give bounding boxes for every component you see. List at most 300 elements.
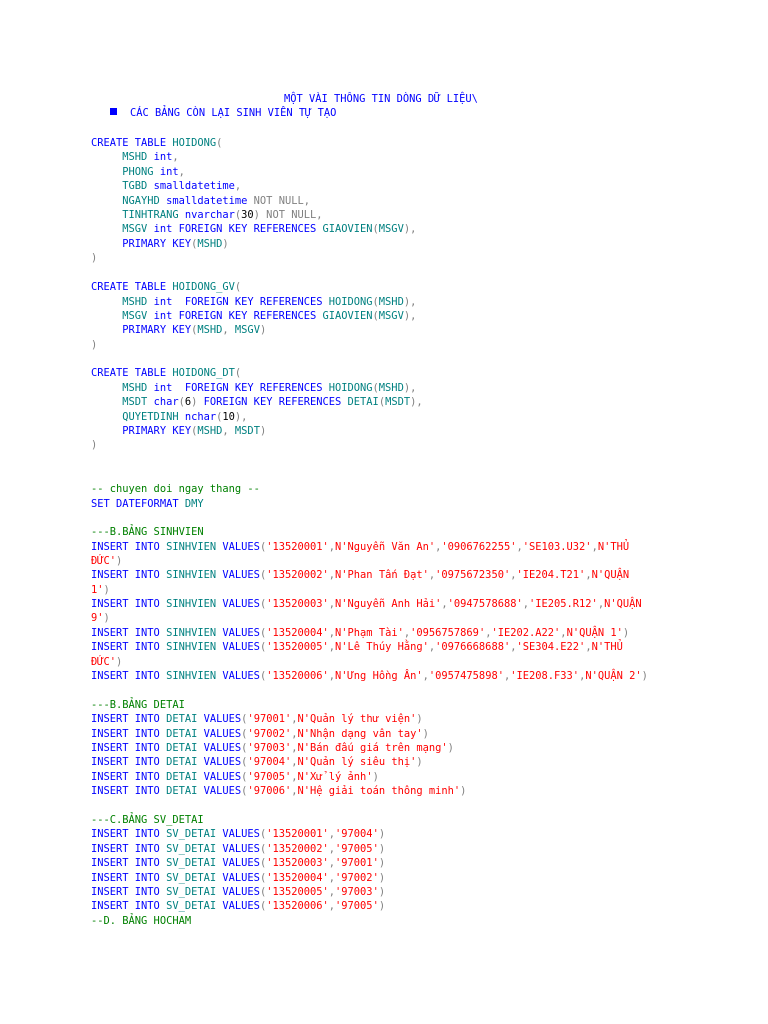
- code-token: N'QUẬN: [591, 569, 630, 581]
- code-line: [91, 626, 629, 640]
- bullet-text: CÁC BẢNG CÒN LẠI SINH VIÊN TỰ TẠO: [130, 107, 337, 119]
- code-token: (: [241, 713, 248, 725]
- code-token: VALUES: [203, 713, 242, 725]
- code-token: ): [103, 584, 110, 596]
- code-token: SV_DETAI: [166, 828, 223, 840]
- code-token: ): [622, 627, 630, 639]
- code-line: [91, 136, 222, 150]
- code-token: SINHVIEN: [166, 598, 223, 610]
- code-token: '97005': [335, 900, 379, 912]
- code-token: (: [372, 223, 379, 235]
- code-token: MSHD: [122, 296, 154, 308]
- code-line: [91, 741, 454, 755]
- code-token: [91, 151, 122, 163]
- code-token: ---C.BẢNG SV_DETAI: [91, 814, 204, 826]
- code-token: smalldatetime: [166, 195, 254, 207]
- code-token: N'Quản lý thư viện': [297, 713, 417, 725]
- code-token: HOIDONG: [328, 382, 373, 394]
- code-token: N'QUẬN 1': [566, 627, 623, 639]
- code-token: '0976668688': [435, 641, 511, 653]
- code-token: ) NOT NULL,: [253, 209, 323, 221]
- code-token: ,: [328, 872, 336, 884]
- code-token: ): [378, 828, 386, 840]
- code-token: '0906762255': [441, 541, 517, 553]
- code-token: ,: [485, 627, 492, 639]
- code-token: '13520006': [266, 900, 329, 912]
- code-line: [91, 424, 266, 438]
- code-token: VALUES: [222, 670, 260, 682]
- code-token: (: [259, 843, 267, 855]
- code-token: NOT NULL,: [253, 195, 310, 207]
- code-line: [91, 885, 385, 899]
- code-token: VALUES: [203, 728, 242, 740]
- code-token: ): [259, 324, 267, 336]
- code-token: GIAOVIEN: [322, 310, 373, 322]
- code-token: int: [153, 223, 179, 235]
- code-token: VALUES: [222, 569, 260, 581]
- code-token: ,: [222, 324, 235, 336]
- code-token: ): [447, 742, 454, 754]
- code-line: [91, 554, 122, 568]
- code-token: (: [178, 396, 185, 408]
- code-token: '13520003': [266, 857, 329, 869]
- code-token: (: [259, 598, 267, 610]
- code-token: ---B.BẢNG SINHVIEN: [91, 526, 204, 538]
- code-token: ,: [422, 670, 429, 682]
- code-token: SV_DETAI: [166, 886, 223, 898]
- code-token: (: [241, 756, 248, 768]
- code-token: N'Phạm Tài': [335, 627, 404, 639]
- code-token: VALUES: [222, 872, 260, 884]
- code-token: CREATE TABLE: [91, 367, 173, 379]
- code-token: (: [378, 396, 386, 408]
- code-token: ,: [516, 541, 523, 553]
- code-token: ,: [328, 569, 336, 581]
- code-token: '97004': [247, 756, 292, 768]
- code-token: 1': [91, 584, 104, 596]
- code-token: MSGV: [234, 324, 260, 336]
- code-token: GIAOVIEN: [322, 223, 373, 235]
- code-token: INSERT INTO: [91, 641, 167, 653]
- code-token: MSGV: [378, 223, 404, 235]
- code-token: VALUES: [222, 541, 260, 553]
- code-token: ): [222, 238, 229, 250]
- code-line: [91, 899, 385, 913]
- code-token: ,: [328, 843, 336, 855]
- code-token: ),: [403, 296, 417, 308]
- code-token: (: [191, 238, 198, 250]
- code-token: N'THỦ: [597, 541, 630, 553]
- code-token: INSERT INTO: [91, 670, 167, 682]
- code-token: INSERT INTO: [91, 598, 167, 610]
- code-token: ,: [328, 670, 336, 682]
- code-token: '13520001': [266, 828, 329, 840]
- code-token: INSERT INTO: [91, 569, 167, 581]
- code-token: ): [416, 756, 423, 768]
- code-token: (: [234, 281, 242, 293]
- code-token: '0947578688': [447, 598, 523, 610]
- code-token: TGBD: [122, 180, 154, 192]
- code-token: '13520006': [266, 670, 329, 682]
- code-line: [91, 525, 204, 539]
- code-token: MSDT: [122, 396, 154, 408]
- code-token: (: [372, 382, 379, 394]
- code-token: ): [116, 555, 123, 567]
- code-token: '97003': [335, 886, 379, 898]
- code-token: ): [116, 656, 123, 668]
- code-token: '97004': [335, 828, 379, 840]
- code-token: ,: [597, 598, 605, 610]
- code-token: '97003': [247, 742, 292, 754]
- code-token: ),: [403, 382, 417, 394]
- code-token: ): [91, 252, 98, 264]
- code-token: (: [259, 670, 267, 682]
- code-token: VALUES: [203, 785, 242, 797]
- code-token: DETAI: [166, 756, 204, 768]
- code-token: MSHD: [197, 238, 223, 250]
- code-token: CREATE TABLE: [91, 281, 173, 293]
- code-token: HOIDONG_DT: [172, 367, 235, 379]
- code-line: [91, 381, 416, 395]
- code-token: '0975672350': [435, 569, 511, 581]
- code-token: (: [234, 367, 242, 379]
- code-token: MSHD: [197, 324, 223, 336]
- code-token: [91, 425, 122, 437]
- code-token: VALUES: [222, 857, 260, 869]
- code-token: ): [91, 339, 98, 351]
- code-token: [91, 396, 122, 408]
- code-token: MSHD: [122, 382, 154, 394]
- code-token: N'Quản lý siêu thị': [297, 756, 417, 768]
- code-token: DMY: [184, 498, 204, 510]
- code-token: PRIMARY KEY: [122, 238, 192, 250]
- code-line: [91, 655, 122, 669]
- code-token: ,: [585, 569, 592, 581]
- code-token: SINHVIEN: [166, 541, 223, 553]
- code-token: (: [259, 641, 267, 653]
- code-token: VALUES: [222, 886, 260, 898]
- code-token: N'Bán đấu giá trên mạng': [297, 742, 448, 754]
- code-token: ,: [510, 641, 517, 653]
- code-token: int: [153, 382, 185, 394]
- code-line: [91, 871, 385, 885]
- code-line: [91, 438, 97, 452]
- code-line: [91, 640, 623, 654]
- code-token: (: [234, 209, 242, 221]
- code-token: int: [153, 310, 179, 322]
- code-line: [91, 222, 416, 236]
- code-token: SINHVIEN: [166, 569, 223, 581]
- code-token: ): [191, 396, 204, 408]
- code-token: ): [91, 439, 98, 451]
- code-token: SET DATEFORMAT: [91, 498, 185, 510]
- code-token: SV_DETAI: [166, 872, 223, 884]
- code-token: ,: [291, 713, 298, 725]
- code-token: [91, 411, 122, 423]
- code-token: NGAYHD: [122, 195, 167, 207]
- code-token: INSERT INTO: [91, 857, 167, 869]
- code-token: N'Hệ giải toán thông minh': [297, 785, 461, 797]
- code-line: [91, 698, 185, 712]
- code-token: (: [259, 627, 267, 639]
- code-token: VALUES: [203, 771, 242, 783]
- code-line: [91, 366, 241, 380]
- code-line: [91, 165, 185, 179]
- code-token: '97002': [247, 728, 292, 740]
- code-token: SV_DETAI: [166, 857, 223, 869]
- code-token: (: [241, 771, 248, 783]
- code-token: INSERT INTO: [91, 713, 167, 725]
- code-token: (: [191, 324, 198, 336]
- code-token: VALUES: [203, 756, 242, 768]
- code-token: VALUES: [222, 843, 260, 855]
- code-token: '13520005': [266, 886, 329, 898]
- code-token: '97005': [335, 843, 379, 855]
- code-line: [91, 179, 241, 193]
- code-token: nvarchar: [184, 209, 235, 221]
- code-token: 9': [91, 612, 104, 624]
- code-token: MSGV: [378, 310, 404, 322]
- code-token: 'IE204.T21': [516, 569, 586, 581]
- code-token: INSERT INTO: [91, 872, 167, 884]
- code-line: [91, 309, 416, 323]
- code-token: TINHTRANG: [122, 209, 185, 221]
- code-token: [91, 296, 122, 308]
- code-line: [91, 395, 423, 409]
- code-token: MSDT: [385, 396, 411, 408]
- code-token: '97002': [335, 872, 379, 884]
- code-token: ,: [234, 180, 242, 192]
- square-bullet-icon: [110, 108, 117, 115]
- code-token: QUYETDINH: [122, 411, 185, 423]
- code-token: N'Phan Tấn Đạt': [335, 569, 429, 581]
- code-line: [91, 150, 179, 164]
- code-token: '13520002': [266, 569, 329, 581]
- code-token: [91, 223, 122, 235]
- code-token: MSHD: [197, 425, 223, 437]
- code-token: [91, 324, 122, 336]
- code-token: (: [259, 872, 267, 884]
- code-line: [91, 568, 629, 582]
- code-token: (: [216, 411, 223, 423]
- code-token: '97001': [247, 713, 292, 725]
- code-token: INSERT INTO: [91, 828, 167, 840]
- code-token: ): [641, 670, 648, 682]
- code-line: [91, 482, 260, 496]
- code-token: INSERT INTO: [91, 756, 167, 768]
- code-token: SV_DETAI: [166, 843, 223, 855]
- code-token: ): [103, 612, 110, 624]
- code-line: [91, 497, 204, 511]
- code-line: [91, 194, 310, 208]
- code-token: ): [378, 857, 386, 869]
- code-token: ,: [403, 627, 411, 639]
- code-token: ,: [510, 569, 517, 581]
- code-token: int: [153, 151, 173, 163]
- code-token: '13520002': [266, 843, 329, 855]
- code-token: N'Nguyễn Anh Hải': [335, 598, 442, 610]
- code-token: N'Nguyễn Văn An': [335, 541, 436, 553]
- code-token: N'Xử lý ảnh': [297, 771, 373, 783]
- code-token: 'IE202.A22': [491, 627, 561, 639]
- code-token: ,: [291, 756, 298, 768]
- code-token: (: [241, 785, 248, 797]
- code-token: ĐỨC': [91, 656, 117, 668]
- code-token: ): [460, 785, 467, 797]
- code-line: [91, 712, 423, 726]
- code-token: SV_DETAI: [166, 900, 223, 912]
- code-token: N'THỦ: [591, 641, 623, 653]
- code-token: ): [378, 900, 386, 912]
- code-line: [91, 410, 247, 424]
- code-token: [91, 310, 122, 322]
- code-line: [91, 583, 110, 597]
- code-token: ,: [291, 785, 298, 797]
- code-token: [91, 238, 122, 250]
- code-token: MSHD: [378, 382, 404, 394]
- code-token: VALUES: [222, 598, 260, 610]
- code-token: HOIDONG: [172, 137, 217, 149]
- code-token: MSGV: [122, 310, 154, 322]
- code-token: (: [259, 828, 267, 840]
- code-token: '13520004': [266, 872, 329, 884]
- code-token: PHONG: [122, 166, 160, 178]
- code-token: (: [241, 728, 248, 740]
- code-line: [91, 611, 110, 625]
- code-token: '13520004': [266, 627, 329, 639]
- code-token: VALUES: [222, 641, 260, 653]
- code-token: 6: [184, 396, 192, 408]
- code-token: VALUES: [222, 828, 260, 840]
- code-token: ---B.BẢNG DETAI: [91, 699, 185, 711]
- code-token: SINHVIEN: [166, 627, 223, 639]
- code-token: ): [416, 713, 423, 725]
- code-line: [91, 784, 466, 798]
- code-token: (: [259, 900, 267, 912]
- code-token: ): [378, 886, 386, 898]
- code-token: INSERT INTO: [91, 843, 167, 855]
- code-token: [91, 166, 122, 178]
- code-token: '97001': [335, 857, 379, 869]
- code-line: [91, 323, 266, 337]
- code-line: [91, 208, 323, 222]
- code-token: DETAI: [166, 713, 204, 725]
- code-token: (: [259, 541, 267, 553]
- code-token: DETAI: [166, 785, 204, 797]
- code-token: [91, 209, 122, 221]
- code-line: [91, 251, 97, 265]
- code-token: FOREIGN KEY REFERENCES: [203, 396, 348, 408]
- code-token: N'Lê Thúy Hằng': [335, 641, 429, 653]
- code-token: nchar: [184, 411, 217, 423]
- bullet-item: [110, 107, 336, 119]
- code-token: ),: [410, 396, 423, 408]
- code-token: MSDT: [234, 425, 260, 437]
- page-title: MỘT VÀI THÔNG TIN DÒNG DỮ LIỆU\: [284, 93, 478, 105]
- code-token: 30: [241, 209, 254, 221]
- code-token: INSERT INTO: [91, 728, 167, 740]
- code-line: [91, 280, 241, 294]
- code-token: ): [422, 728, 429, 740]
- code-line: [91, 842, 385, 856]
- code-token: smalldatetime: [153, 180, 235, 192]
- code-token: ),: [403, 310, 417, 322]
- code-token: INSERT INTO: [91, 627, 167, 639]
- code-token: INSERT INTO: [91, 541, 167, 553]
- code-token: MSGV: [122, 223, 154, 235]
- code-token: ,: [591, 541, 598, 553]
- code-token: INSERT INTO: [91, 886, 167, 898]
- code-token: ,: [172, 151, 179, 163]
- code-token: SINHVIEN: [166, 641, 223, 653]
- code-token: ,: [428, 569, 436, 581]
- code-token: DETAI: [166, 742, 204, 754]
- code-token: ,: [291, 742, 298, 754]
- code-token: ,: [328, 900, 336, 912]
- code-token: ,: [328, 857, 336, 869]
- code-token: (: [372, 296, 379, 308]
- code-token: ,: [585, 641, 592, 653]
- code-token: ,: [435, 541, 442, 553]
- code-token: '13520005': [266, 641, 329, 653]
- code-token: ,: [328, 828, 336, 840]
- code-token: ,: [441, 598, 448, 610]
- code-token: ,: [328, 641, 336, 653]
- code-token: '97006': [247, 785, 292, 797]
- code-token: 'SE304.E22': [516, 641, 586, 653]
- code-token: ,: [222, 425, 235, 437]
- code-token: ,: [328, 598, 336, 610]
- code-token: INSERT INTO: [91, 900, 167, 912]
- code-token: N'QUẬN: [604, 598, 642, 610]
- code-token: ): [378, 872, 386, 884]
- code-token: ,: [428, 641, 436, 653]
- code-token: 10: [222, 411, 235, 423]
- code-token: MSHD: [122, 151, 154, 163]
- code-token: ,: [503, 670, 511, 682]
- code-token: (: [372, 310, 379, 322]
- code-token: ): [259, 425, 267, 437]
- code-token: ,: [522, 598, 529, 610]
- code-token: N'QUẬN 2': [585, 670, 642, 682]
- code-token: CREATE TABLE: [91, 137, 173, 149]
- code-token: FOREIGN KEY REFERENCES: [184, 296, 329, 308]
- code-token: VALUES: [222, 900, 260, 912]
- code-line: [91, 914, 191, 928]
- code-token: N'Nhận dạng vân tay': [297, 728, 423, 740]
- code-token: MSHD: [378, 296, 404, 308]
- code-token: (: [259, 886, 267, 898]
- code-token: DETAI: [166, 771, 204, 783]
- code-token: ,: [579, 670, 586, 682]
- code-token: DETAI: [166, 728, 204, 740]
- code-token: INSERT INTO: [91, 742, 167, 754]
- code-token: ,: [291, 728, 298, 740]
- code-token: 'IE205.R12': [529, 598, 598, 610]
- code-line: [91, 597, 642, 611]
- code-token: HOIDONG: [328, 296, 373, 308]
- code-line: [91, 770, 379, 784]
- code-token: 'IE208.F33': [510, 670, 580, 682]
- code-token: (: [216, 137, 223, 149]
- code-token: ,: [328, 886, 336, 898]
- code-token: ĐỨC': [91, 555, 117, 567]
- code-line: [91, 237, 229, 251]
- code-token: INSERT INTO: [91, 785, 167, 797]
- code-token: ,: [328, 541, 336, 553]
- code-token: FOREIGN KEY REFERENCES: [178, 223, 323, 235]
- code-token: '0957475898': [428, 670, 504, 682]
